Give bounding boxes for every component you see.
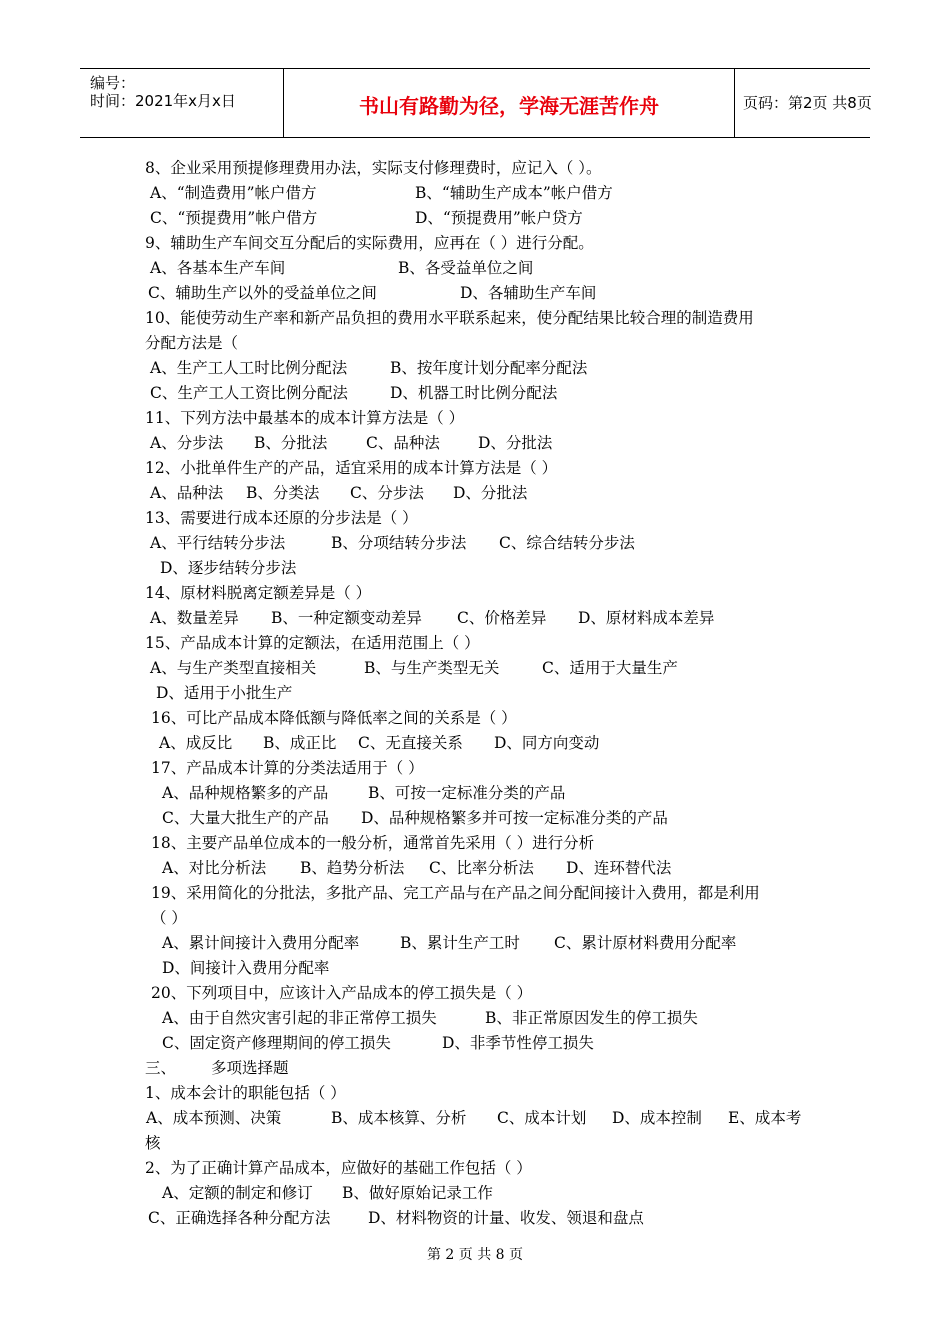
question-15-options-row-1 <box>150 656 850 681</box>
motto: 书山有路勤为径，学海无涯苦作舟 <box>359 94 659 118</box>
multi-question-1-options <box>146 1106 846 1131</box>
q19-option-c: C、累计原材料费用分配率 <box>554 934 737 952</box>
q11-option-c: C、品种法 <box>366 434 440 452</box>
q16-option-a: A、成反比 <box>159 734 233 752</box>
q12-option-d: D、分批法 <box>453 484 528 502</box>
q13-option-d: D、逐步结转分步法 <box>160 559 297 577</box>
m1-option-b: B、成本核算、分析 <box>331 1109 467 1127</box>
question-12-stem: 12、小批单件生产的产品，适宜采用的成本计算方法是（ ） <box>145 459 558 477</box>
question-9-options-row-2 <box>148 281 848 306</box>
header-page-info: 页码：第2页 共8页 <box>743 94 872 112</box>
question-20-stem: 20、下列项目中，应该计入产品成本的停工损失是（ ） <box>151 984 533 1002</box>
q14-option-b: B、一种定额变动差异 <box>271 609 422 627</box>
q14-option-a: A、数量差异 <box>150 609 239 627</box>
date-label: 时间：2021年x月x日 <box>90 92 236 110</box>
q10-option-d: D、机器工时比例分配法 <box>390 384 558 402</box>
q18-option-d: D、连环替代法 <box>566 859 672 877</box>
q14-option-c: C、价格差异 <box>457 609 547 627</box>
question-10-options-row-2 <box>150 381 850 406</box>
question-8-stem: 8、企业采用预提修理费用办法，实际支付修理费时，应记入（ ）。 <box>145 159 602 177</box>
question-9-stem: 9、辅助生产车间交互分配后的实际费用，应再在（ ）进行分配。 <box>145 234 594 252</box>
q15-option-c: C、适用于大量生产 <box>542 659 678 677</box>
question-16-stem: 16、可比产品成本降低额与降低率之间的关系是（ ） <box>151 709 517 727</box>
section-3-number: 三、 <box>145 1059 177 1077</box>
question-16-options <box>159 731 859 756</box>
q8-option-d: D、“预提费用”帐户贷方 <box>415 209 583 227</box>
header-motto-cell <box>284 69 735 137</box>
page-header <box>80 68 870 138</box>
q13-option-b: B、分项结转分步法 <box>331 534 467 552</box>
q16-option-c: C、无直接关系 <box>358 734 463 752</box>
q20-option-c: C、固定资产修理期间的停工损失 <box>162 1034 391 1052</box>
q16-option-d: D、同方向变动 <box>494 734 600 752</box>
m2-option-d: D、材料物资的计量、收发、领退和盘点 <box>368 1209 644 1227</box>
q19-option-a: A、累计间接计入费用分配率 <box>162 934 360 952</box>
question-8-options-row-2 <box>150 206 850 231</box>
q17-option-a: A、品种规格繁多的产品 <box>162 784 329 802</box>
question-15-stem: 15、产品成本计算的定额法，在适用范围上（ ） <box>145 634 480 652</box>
q19-option-d: D、间接计入费用分配率 <box>162 959 330 977</box>
q8-option-b: B、“辅助生产成本”帐户借方 <box>415 184 613 202</box>
header-page-cell <box>735 69 870 137</box>
q11-option-b: B、分批法 <box>254 434 328 452</box>
section-3-heading <box>145 1056 545 1081</box>
q17-option-c: C、大量大批生产的产品 <box>162 809 329 827</box>
q8-option-c: C、“预提费用”帐户借方 <box>150 209 318 227</box>
m2-option-c: C、正确选择各种分配方法 <box>148 1209 331 1227</box>
q19-option-b: B、累计生产工时 <box>400 934 520 952</box>
q18-option-a: A、对比分析法 <box>162 859 267 877</box>
q9-option-c: C、辅助生产以外的受益单位之间 <box>148 284 377 302</box>
multi-question-2-stem: 2、为了正确计算产品成本，应做好的基础工作包括（ ） <box>145 1159 532 1177</box>
q13-option-c: C、综合结转分步法 <box>499 534 635 552</box>
q12-option-a: A、品种法 <box>150 484 224 502</box>
q10-option-c: C、生产工人工资比例分配法 <box>150 384 348 402</box>
q17-option-d: D、品种规格繁多并可按一定标准分类的产品 <box>361 809 668 827</box>
question-20-options-row-2 <box>162 1031 862 1056</box>
question-20-options-row-1 <box>162 1006 862 1031</box>
multi-question-1-stem: 1、成本会计的职能包括（ ） <box>145 1084 346 1102</box>
q12-option-b: B、分类法 <box>246 484 320 502</box>
question-8-options-row-1 <box>150 181 850 206</box>
q11-option-d: D、分批法 <box>478 434 553 452</box>
q15-option-b: B、与生产类型无关 <box>364 659 500 677</box>
question-19-stem: 19、采用简化的分批法，多批产品、完工产品与在产品之间分配间接计入费用，都是利用 <box>151 884 760 902</box>
question-12-options <box>150 481 850 506</box>
question-10-stem-cont: 分配方法是（ <box>145 334 239 352</box>
q13-option-a: A、平行结转分步法 <box>150 534 286 552</box>
q15-option-d: D、适用于小批生产 <box>156 684 293 702</box>
question-17-options-row-2 <box>162 806 862 831</box>
m1-option-a: A、成本预测、决策 <box>146 1109 282 1127</box>
m2-option-a: A、定额的制定和修订 <box>162 1184 313 1202</box>
question-13-stem: 13、需要进行成本还原的分步法是（ ） <box>145 509 418 527</box>
question-11-stem: 11、下列方法中最基本的成本计算方法是（ ） <box>145 409 465 427</box>
q15-option-a: A、与生产类型直接相关 <box>150 659 317 677</box>
multi-question-2-options-row-2 <box>148 1206 848 1231</box>
q20-option-d: D、非季节性停工损失 <box>442 1034 594 1052</box>
question-13-options-row-1 <box>150 531 850 556</box>
q17-option-b: B、可按一定标准分类的产品 <box>368 784 566 802</box>
q10-option-b: B、按年度计划分配率分配法 <box>390 359 588 377</box>
question-19-options-row-1 <box>162 931 862 956</box>
section-3-title: 多项选择题 <box>211 1059 289 1077</box>
q10-option-a: A、生产工人工时比例分配法 <box>150 359 348 377</box>
q18-option-c: C、比率分析法 <box>429 859 534 877</box>
m1-option-d: D、成本控制 <box>612 1109 702 1127</box>
q9-option-a: A、各基本生产车间 <box>150 259 286 277</box>
q20-option-b: B、非正常原因发生的停工损失 <box>485 1009 698 1027</box>
question-19-stem-cont: （ ） <box>151 909 187 927</box>
question-10-options-row-1 <box>150 356 850 381</box>
q9-option-d: D、各辅助生产车间 <box>460 284 597 302</box>
question-14-options <box>150 606 850 631</box>
q18-option-b: B、趋势分析法 <box>300 859 405 877</box>
page-footer: 第 2 页 共 8 页 <box>426 1247 524 1263</box>
question-9-options-row-1 <box>150 256 850 281</box>
question-18-stem: 18、主要产品单位成本的一般分析，通常首先采用（ ）进行分析 <box>151 834 595 852</box>
q14-option-d: D、原材料成本差异 <box>578 609 715 627</box>
m1-option-e: E、成本考 <box>728 1109 802 1127</box>
header-meta-cell <box>80 69 284 137</box>
m2-option-b: B、做好原始记录工作 <box>342 1184 493 1202</box>
question-17-options-row-1 <box>162 781 862 806</box>
m1-option-e-cont: 核 <box>145 1134 161 1152</box>
q12-option-c: C、分步法 <box>350 484 424 502</box>
question-10-stem: 10、能使劳动生产率和新产品负担的费用水平联系起来，使分配结果比较合理的制造费用 <box>145 309 754 327</box>
m1-option-c: C、成本计划 <box>497 1109 587 1127</box>
multi-question-2-options-row-1 <box>162 1181 862 1206</box>
q11-option-a: A、分步法 <box>150 434 224 452</box>
question-18-options <box>162 856 862 881</box>
question-11-options <box>150 431 850 456</box>
q20-option-a: A、由于自然灾害引起的非正常停工损失 <box>162 1009 437 1027</box>
number-label: 编号： <box>90 74 136 92</box>
q8-option-a: A、“制造费用”帐户借方 <box>150 184 317 202</box>
question-14-stem: 14、原材料脱离定额差异是（ ） <box>145 584 372 602</box>
question-17-stem: 17、产品成本计算的分类法适用于（ ） <box>151 759 424 777</box>
q9-option-b: B、各受益单位之间 <box>398 259 534 277</box>
q16-option-b: B、成正比 <box>263 734 337 752</box>
